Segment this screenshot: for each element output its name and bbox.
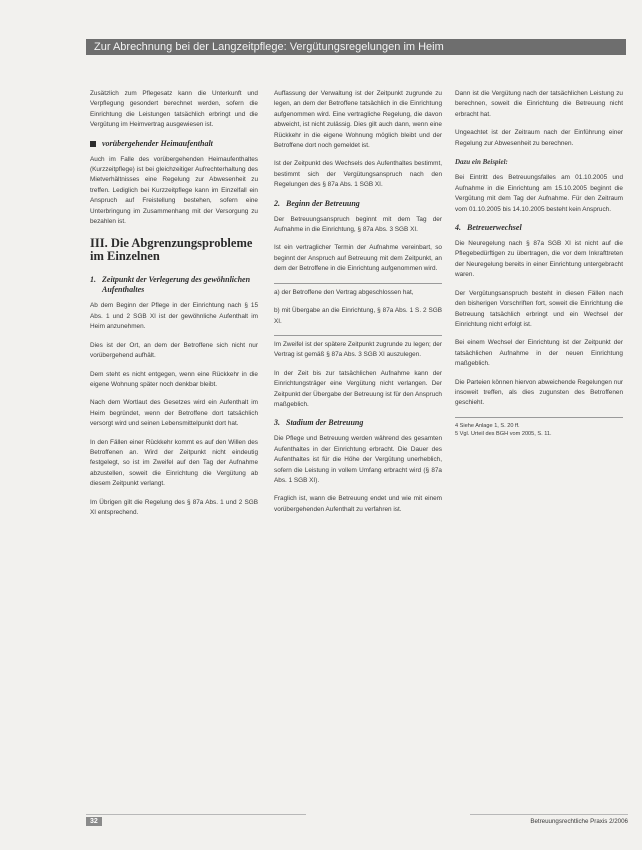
subheading bbox=[274, 199, 442, 209]
page-number: 32 bbox=[86, 817, 102, 826]
divider bbox=[274, 335, 442, 336]
list-item: b) mit Übergabe an die Einrichtung, § 87a Abs. 1 S. 2 SGB XI. bbox=[274, 307, 442, 325]
paragraph: Ungeachtet ist der Zeitraum nach der Einführung einer Regelung zur Abwesenheit zu berechnen. bbox=[455, 129, 623, 147]
section-heading bbox=[90, 237, 258, 263]
paragraph: Dem steht es nicht entgegen, wenn eine Rückkehr in die eigene Wohnung später noch denkbar bleibt. bbox=[90, 370, 258, 388]
subheading-number: 1. bbox=[90, 275, 96, 285]
paragraph: Die Neuregelung nach § 87a SGB XI ist nicht auf die Pflegebedürftigen zu übertragen, die vor dem Inkrafttreten der Neuregelung bereits in einer Einrichtung untergebracht waren. bbox=[455, 240, 623, 279]
paragraph: Der Vergütungsanspruch besteht in diesen Fällen nach den bisherigen Vorschriften fort, soweit die Einrichtung die Betreuung tatsächlich erbringt und ein Wechsel der Einrichtung nicht erfolgt ist. bbox=[455, 289, 623, 328]
subheading-text: Betreuerwechsel bbox=[467, 223, 522, 233]
subheading-text: Stadium der Betreuung bbox=[286, 418, 364, 428]
paragraph: Fraglich ist, wann die Betreuung endet und wie mit einem vorübergehenden Aufenthalt zu verfahren ist. bbox=[274, 495, 442, 513]
divider bbox=[274, 283, 442, 284]
paragraph: Bei einem Wechsel der Einrichtung ist der Zeitpunkt der tatsächlichen Aufnahme in der neuen Einrichtung maßgeblich. bbox=[455, 339, 623, 368]
paragraph: Dies ist der Ort, an dem der Betroffene sich nicht nur vorübergehend aufhält. bbox=[90, 341, 258, 360]
square-bullet-icon bbox=[90, 141, 96, 147]
column-middle bbox=[274, 89, 442, 523]
footnote: 5 Vgl. Urteil des BGH vom 2005, S. 11. bbox=[455, 430, 552, 437]
column-right bbox=[455, 89, 623, 438]
paragraph: Nach dem Wortlaut des Gesetzes wird ein Aufenthalt im Heim begründet, wenn der Betroffene dort tatsächlich versorgt wird und seinen Lebensmittelpunkt dort hat. bbox=[90, 399, 258, 428]
paragraph: Ist der Zeitpunkt des Wechsels des Aufenthaltes bestimmt, bestimmt sich der Vergütungsanspruch nach den Regelungen des § 87a Abs. 1 SGB XI. bbox=[274, 160, 442, 189]
list-item: a) der Betroffene den Vertrag abgeschlossen hat, bbox=[274, 288, 414, 296]
subheading-number: 2. bbox=[274, 198, 280, 208]
subheading bbox=[455, 223, 623, 233]
paragraph: Im Übrigen gilt die Regelung des § 87a Abs. 1 und 2 SGB XI entsprechend. bbox=[90, 498, 258, 516]
paragraph: Bei Eintritt des Betreuungsfalles am 01.10.2005 und Aufnahme in die Einrichtung am 15.10.2005 beginnt die Vergütung mit dem Tag der Aufnahme. Für den Zeitraum vom 01.10.2005 bis 14.10.2005 besteht kein Anspruch. bbox=[455, 174, 623, 213]
section-heading-text: III. Die Abgrenzungsprobleme im Einzelnen bbox=[90, 236, 253, 264]
paragraph: In den Fällen einer Rückkehr kommt es auf den Willen des Betroffenen an. Wird der Zeitpunkt nicht eindeutig festgelegt, so ist im Zweifel auf den Tag der Aufnahme abzustellen, soweit die Einrichtung die Vergütung ab diesem Zeitpunkt verlangt. bbox=[90, 438, 258, 488]
subheading-number: 3. bbox=[274, 418, 280, 428]
paragraph: Auffassung der Verwaltung ist der Zeitpunkt zugrunde zu legen, an dem der Betroffene tatsächlich in die Einrichtung aufgenommen wird. Eine vertragliche Regelung, die davon abweicht, ist nicht zulässig. Dies gilt auch dann, wenn eine Rückkehr in die eigene Wohnung möglich bleibt und der Betroffene dort noch gemeldet ist. bbox=[274, 90, 442, 150]
footer-right: Betreuungsrechtliche Praxis 2/2006 bbox=[470, 814, 628, 829]
subheading-text: vorübergehender Heimaufenthalt bbox=[102, 138, 213, 148]
subheading-text: Zeitpunkt der Verlegerung des gewöhnlichen Aufenthaltes bbox=[102, 275, 251, 295]
subheading bbox=[90, 275, 258, 295]
paragraph: Dann ist die Vergütung nach der tatsächlichen Leistung zu berechnen, soweit die Einrichtung die Betreuung nicht erbracht hat. bbox=[455, 90, 623, 118]
footnote-divider bbox=[455, 417, 623, 418]
paragraph: Zusätzlich zum Pflegesatz kann die Unterkunft und Verpflegung gesondert berechnet werden, sofern die Einrichtung die Leistungen tatsächlich erbringt und die Vergütung im Heimvertrag ausgewiesen ist. bbox=[90, 90, 258, 129]
subheading-number: 4. bbox=[455, 223, 461, 233]
paragraph: Ab dem Beginn der Pflege in der Einrichtung nach § 15 Abs. 1 und 2 SGB XI ist der gewöhnliche Aufenthalt im Heim anzunehmen. bbox=[90, 302, 258, 331]
paragraph: Die Parteien können hiervon abweichende Regelungen nur insoweit treffen, als dies zugunsten des Betroffenen geschieht. bbox=[455, 378, 623, 407]
paragraph: Im Zweifel ist der spätere Zeitpunkt zugrunde zu legen; der Vertrag ist gemäß § 87a Abs. 3 SGB XI auszulegen. bbox=[274, 340, 442, 359]
paragraph: Der Betreuungsanspruch beginnt mit dem Tag der Aufnahme in die Einrichtung, § 87a Abs. 3 SGB XI. bbox=[274, 215, 442, 234]
column-left bbox=[90, 89, 258, 526]
footnote: 4 Siehe Anlage 1, S. 20 ff. bbox=[455, 422, 520, 429]
example-heading: Dazu ein Beispiel: bbox=[455, 158, 508, 167]
paragraph: Die Pflege und Betreuung werden während des gesamten Aufenthaltes in der Einrichtung erbracht. Die Dauer des Aufenthaltes ist für die Höhe der Vergütung unerheblich, sofern die Leistung in vollem Umfang erbracht wird (§ 87a Abs. 1 SGB XI). bbox=[274, 435, 442, 484]
subheading bbox=[274, 418, 442, 428]
running-header: Zur Abrechnung bei der Langzeitpflege: Vergütungsregelungen im Heim bbox=[86, 39, 626, 55]
subheading-text: Beginn der Betreuung bbox=[286, 198, 360, 208]
footer-left bbox=[86, 814, 306, 829]
paragraph: Ist ein vertraglicher Termin der Aufnahme vereinbart, so beginnt der Anspruch auf Betreuung mit dem Zeitpunkt, an dem der Betroffene in die Einrichtung aufgenommen wird. bbox=[274, 244, 442, 273]
paragraph: In der Zeit bis zur tatsächlichen Aufnahme kann der Einrichtungsträger eine Vergütung nicht verlangen. Der Zeitpunkt der Übergabe der Betreuung ist für den Anspruch maßgeblich. bbox=[274, 369, 442, 408]
subheading bbox=[90, 139, 258, 149]
paragraph: Auch im Falle des vorübergehenden Heimaufenthaltes (Kurzzeitpflege) ist bei gleichzeitiger Aufrechterhaltung des Mietverhältnisses eine Regelung zur Abwesenheit zu treffen. Lediglich bei Kurzzeitpflege kann im Einzelfall ein Anspruch auf Freistellung bestehen, sofern eine Unterbringung im Zusammenhang mit der Versorgung zu bezahlen ist. bbox=[90, 155, 258, 226]
